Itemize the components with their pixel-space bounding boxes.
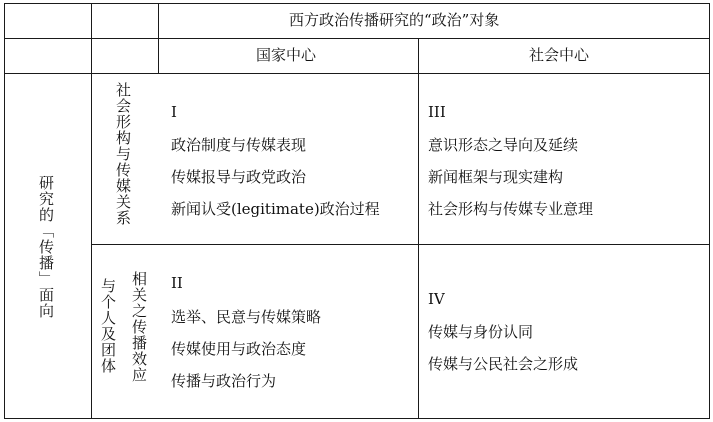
column-header-society: 社会中心 bbox=[529, 46, 590, 64]
table-rule-title bbox=[4, 38, 710, 39]
cell-iii-item-2: 新闻框架与现实建构 bbox=[428, 168, 564, 186]
cell-iii-numeral: III bbox=[428, 103, 446, 121]
column-header-state: 国家中心 bbox=[256, 46, 317, 64]
cell-ii-numeral: II bbox=[171, 274, 183, 292]
table-rule-header bbox=[4, 73, 710, 74]
table-rule-col2 bbox=[158, 3, 159, 73]
cell-iii-item-3: 社会形构与传媒专业意理 bbox=[428, 200, 594, 218]
table-border-left bbox=[4, 3, 5, 419]
row-label-individual-left: 与个人及团体 bbox=[99, 278, 117, 374]
table-title: 西方政治传播研究的“政治”对象 bbox=[289, 11, 500, 29]
table-border-top bbox=[4, 3, 710, 4]
cell-iv-item-1: 传媒与身份认同 bbox=[428, 323, 534, 341]
cell-i-numeral: I bbox=[171, 103, 177, 121]
table-rule-col3 bbox=[418, 38, 419, 419]
table-rule-middle bbox=[91, 244, 710, 245]
cell-iv-item-2: 传媒与公民社会之形成 bbox=[428, 355, 579, 373]
cell-ii-item-1: 选举、民意与传媒策略 bbox=[171, 308, 322, 326]
cell-iv-numeral: IV bbox=[428, 290, 445, 308]
cell-i-item-3: 新闻认受(legitimate)政治过程 bbox=[171, 200, 380, 218]
table-border-right bbox=[709, 3, 710, 419]
cell-i-item-1: 政治制度与传媒表现 bbox=[171, 136, 307, 154]
cell-ii-item-3: 传播与政治行为 bbox=[171, 372, 277, 390]
row-group-label: 研究的「传播」面向 bbox=[37, 175, 55, 319]
row-label-social-structure: 社会形构与传媒关系 bbox=[114, 82, 132, 226]
table-border-bottom bbox=[4, 418, 710, 419]
cell-i-item-2: 传媒报导与政党政治 bbox=[171, 168, 307, 186]
cell-ii-item-2: 传媒使用与政治态度 bbox=[171, 340, 307, 358]
row-label-individual-right: 相关之传播效应 bbox=[130, 271, 148, 383]
table-rule-col1 bbox=[91, 3, 92, 419]
cell-iii-item-1: 意识形态之导向及延续 bbox=[428, 136, 579, 154]
